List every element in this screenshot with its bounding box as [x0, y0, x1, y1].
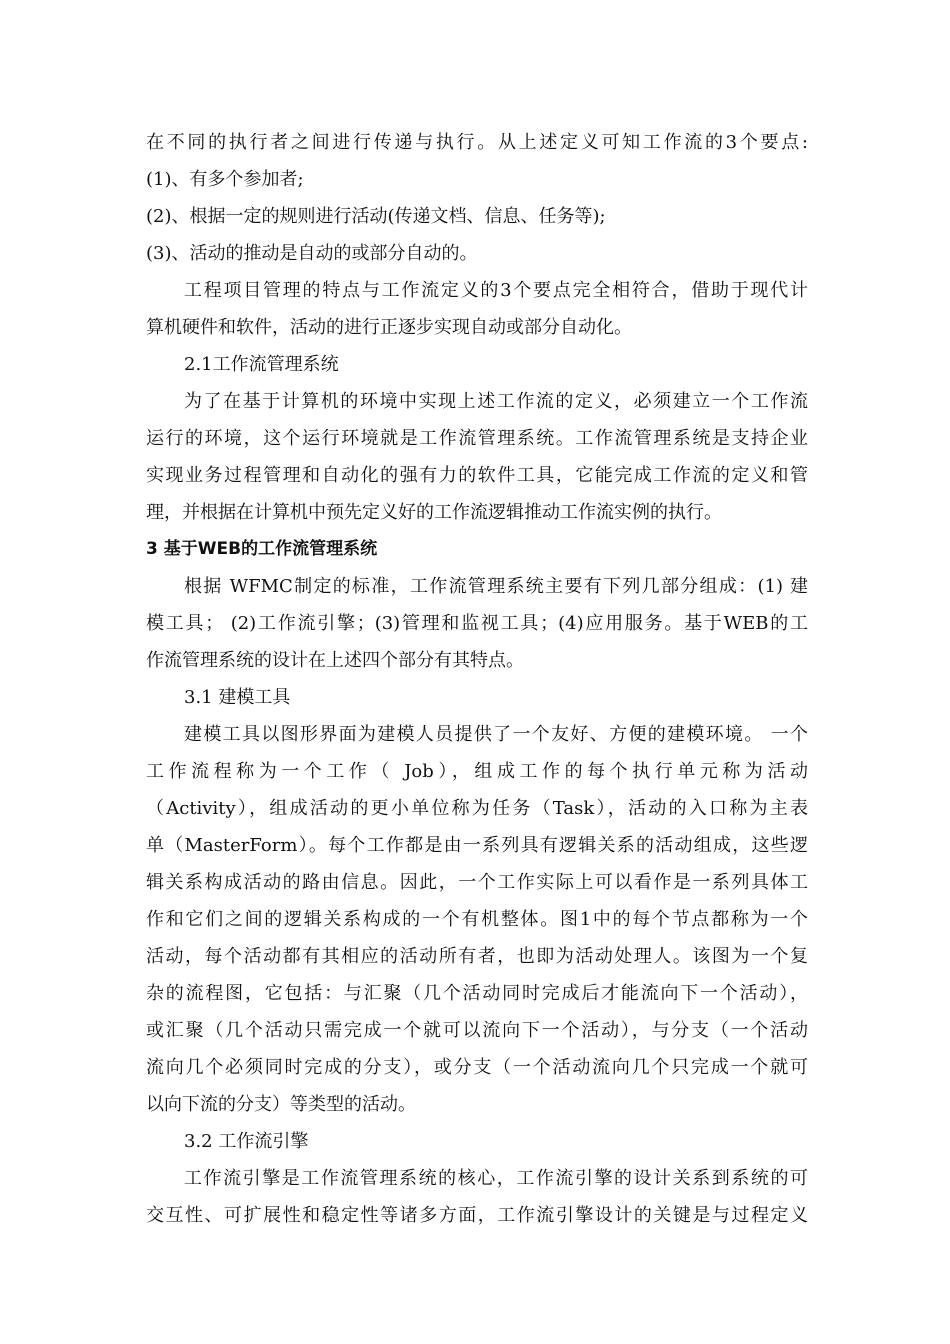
section-heading-3: 3 基于WEB的工作流管理系统 [146, 539, 378, 559]
paragraph-line: 工作流引擎是工作流管理系统的核心，工作流引擎的设计关系到系统的可 [184, 1168, 808, 1189]
paragraph-line: 辑关系构成活动的路由信息。因此，一个工作实际上可以看作是一系列具体工 [146, 872, 808, 893]
document-body [146, 124, 808, 1234]
subsection-heading-3-1: 3.1 建模工具 [184, 687, 291, 708]
paragraph-line: 在不同的执行者之间进行传递与执行。从上述定义可知工作流的3个要点: [146, 132, 808, 153]
paragraph-line: 活动，每个活动都有其相应的活动所有者，也即为活动处理人。该图为一个复 [146, 946, 808, 967]
paragraph-line: 理，并根据在计算机中预先定义好的工作流逻辑推动工作流实例的执行。 [146, 502, 722, 523]
paragraph-line: 建模工具以图形界面为建模人员提供了一个友好、方便的建模环境。 一个 [184, 724, 808, 745]
paragraph-line: 作和它们之间的逻辑关系构成的一个有机整体。图1中的每个节点都称为一个 [146, 909, 808, 930]
paragraph-line: 模工具； (2)工作流引擎；(3)管理和监视工具；(4)应用服务。基于WEB的工 [146, 613, 809, 634]
list-item-1: (1)、有多个参加者; [146, 169, 304, 190]
paragraph-line: 运行的环境，这个运行环境就是工作流管理系统。工作流管理系统是支持企业 [146, 428, 808, 449]
paragraph-line: 为了在基于计算机的环境中实现上述工作流的定义，必须建立一个工作流 [184, 391, 808, 412]
paragraph-line: 或汇聚（几个活动只需完成一个就可以流向下一个活动），与分支（一个活动 [146, 1020, 808, 1041]
paragraph-line: （Activity），组成活动的更小单位称为任务（Task），活动的入口称为主表 [146, 798, 808, 819]
paragraph-line: 实现业务过程管理和自动化的强有力的软件工具，它能完成工作流的定义和管 [146, 465, 808, 486]
paragraph-line: 工程项目管理的特点与工作流定义的3个要点完全相符合，借助于现代计 [184, 280, 808, 301]
list-item-2: (2)、根据一定的规则进行活动(传递文档、信息、任务等); [146, 206, 606, 227]
list-item-3: (3)、活动的推动是自动的或部分自动的。 [146, 243, 478, 264]
paragraph-line: 以向下流的分支）等类型的活动。 [146, 1094, 416, 1115]
paragraph-line: 作流管理系统的设计在上述四个部分有其特点。 [146, 650, 524, 671]
subsection-heading-3-2: 3.2 工作流引擎 [184, 1131, 309, 1152]
paragraph-line: 算机硬件和软件，活动的进行正逐步实现自动或部分自动化。 [146, 317, 632, 338]
paragraph-line: 杂的流程图，它包括：与汇聚（几个活动同时完成后才能流向下一个活动）， [146, 983, 808, 1004]
paragraph-line: 交互性、可扩展性和稳定性等诸多方面，工作流引擎设计的关键是与过程定义 [146, 1205, 808, 1226]
subsection-heading-2-1: 2.1工作流管理系统 [184, 354, 339, 375]
paragraph-line: 工作流程称为一个工作（ Job），组成工作的每个执行单元称为活动 [146, 761, 808, 782]
paragraph-line: 单（MasterForm）。每个工作都是由一系列具有逻辑关系的活动组成，这些逻 [146, 835, 808, 856]
paragraph-line: 流向几个必须同时完成的分支），或分支（一个活动流向几个只完成一个就可 [146, 1057, 808, 1078]
paragraph-line: 根据 WFMC制定的标准，工作流管理系统主要有下列几部分组成：(1) 建 [184, 576, 808, 597]
